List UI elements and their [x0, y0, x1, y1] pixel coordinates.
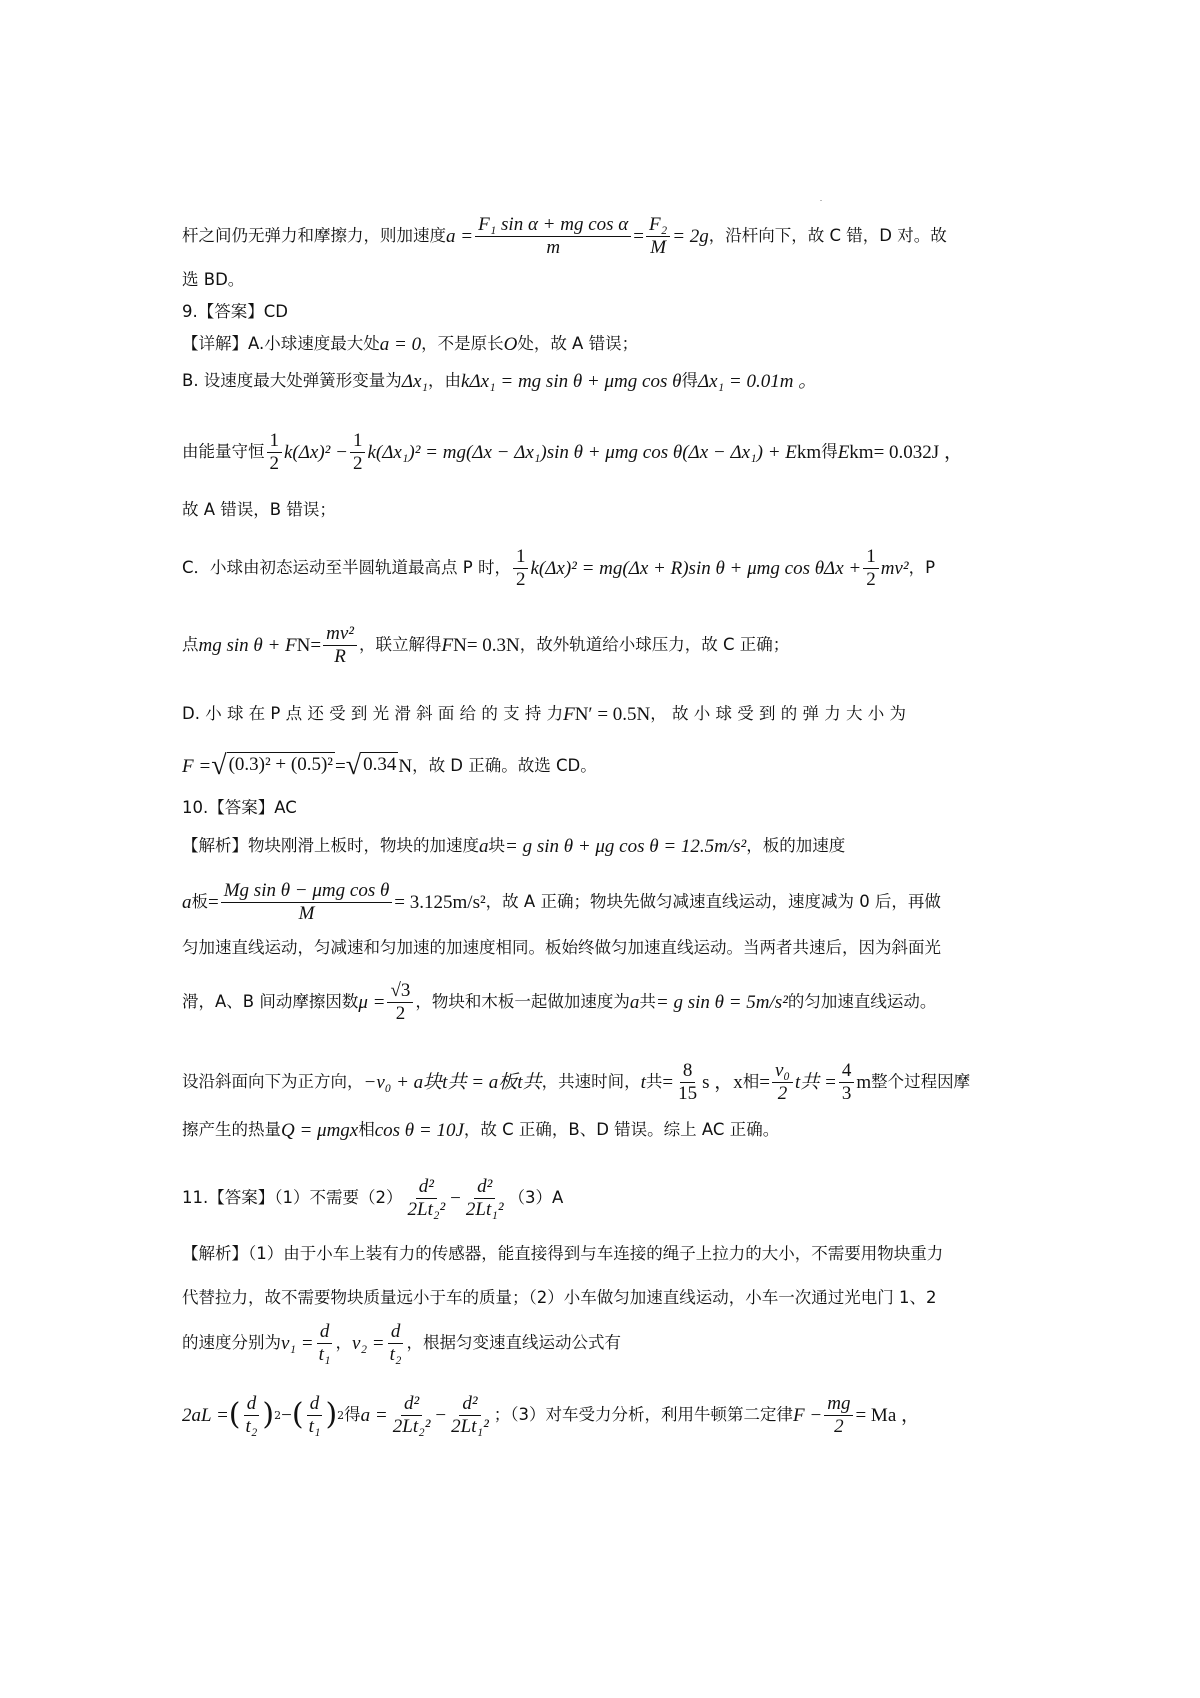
math: a = 0: [379, 333, 422, 355]
math: = 3.125m/s²: [394, 891, 486, 913]
math: = 2g: [672, 225, 709, 247]
numerator: 8: [680, 1060, 696, 1083]
math: −v₀ + a块t共 = a板t共: [363, 1071, 542, 1093]
subscript: N: [296, 634, 311, 656]
text: ，物块和木板一起做加速度为: [415, 991, 630, 1011]
math: = g sin θ + μg cos θ = 12.5m/s²: [505, 835, 747, 857]
math: =: [310, 634, 322, 656]
math: −: [450, 1187, 461, 1209]
fraction: [306, 1393, 324, 1438]
text: 代替拉力，故不需要物块质量远小于车的质量；（2）小车做匀加速直线运动，小车一次通过光电门 1、2: [182, 1287, 937, 1307]
text-line: [182, 300, 1024, 324]
text: D. 小 球 在 P 点 还 受 到 光 滑 斜 面 给 的 支 持 力: [182, 703, 564, 723]
math: x: [733, 1071, 743, 1093]
text-line: [182, 538, 1024, 598]
text: 得: [821, 441, 838, 461]
denominator: t₁: [318, 1343, 331, 1365]
text: 的速度分别为: [182, 1332, 281, 1352]
text: 选 BD。: [182, 269, 245, 289]
text-line: [182, 698, 1024, 730]
math: kΔx₁ = mg sin θ + μmg cos θ: [461, 370, 682, 392]
math: t: [640, 1071, 646, 1093]
math: a =: [360, 1404, 388, 1426]
text: 【解析】物块刚滑上板时，物块的加速度: [182, 835, 479, 855]
text: 匀加速直线运动，匀减速和匀加速的加速度相同。板始终做匀加速直线运动。当两者共速后，因为斜面光: [182, 937, 941, 957]
text: ， 故 小 球 受 到 的 弹 力 大 小 为: [650, 703, 906, 723]
denominator: 2Lt₂²: [407, 1198, 446, 1220]
text: 【解析】（1）由于小车上装有力的传感器，能直接得到与车连接的绳子上拉力的大小，不需要用物块重力: [182, 1243, 944, 1263]
subscript: N: [574, 703, 589, 725]
numerator: F₁ sin α + mg cos α: [475, 214, 631, 237]
text: ，沿杆向下，故 C 错，D 对。故: [708, 225, 947, 245]
math: =: [759, 1071, 770, 1093]
subscript: 共: [645, 1071, 663, 1091]
fraction: [387, 980, 413, 1025]
math: v₂ =: [352, 1332, 385, 1354]
fraction: [772, 1060, 793, 1105]
numerator: √3: [387, 980, 413, 1003]
math: = 0.032J ，: [873, 441, 963, 463]
denominator: M: [650, 236, 667, 258]
fraction: [863, 546, 879, 591]
text-line: [182, 1318, 1024, 1368]
numerator: Mg sin θ − μmg cos θ: [221, 880, 393, 903]
scan-speck: [820, 200, 822, 201]
text-line: [182, 330, 1024, 358]
paren: ): [325, 1397, 338, 1432]
radicand: 0.34: [361, 752, 398, 780]
math: F: [441, 634, 454, 656]
text: ，故 D 正确。故选 CD。: [412, 755, 597, 775]
subscript: km: [796, 441, 822, 463]
subscript: 块: [488, 835, 505, 855]
denominator: R: [334, 645, 346, 667]
fraction: [390, 1393, 434, 1438]
fraction: [513, 546, 529, 591]
math: N: [398, 755, 413, 777]
denominator: M: [298, 902, 315, 924]
numerator: d: [307, 1393, 323, 1416]
math: = Ma ，: [855, 1404, 920, 1426]
math: Q = μmgx: [281, 1119, 359, 1141]
text: 的匀加速直线运动。: [787, 991, 937, 1011]
text-line: [182, 1242, 1024, 1266]
text: 杆之间仍无弹力和摩擦力，则加速度: [182, 225, 446, 245]
text-line: 2aL = ( $\frac{d}{\text{t₂}}$ ) 2 − ( $\frac{d}{\text{t₁}}$ ) 2 得 a = $\frac{\text{d²}}{\text{2Lt₂²}}$ − $\frac{\text{d²}}{\text{2Lt₁²}}$ ；（3）对车受力分析，利用牛顿第二定律 F − $\frac{mg}{2}$ = Ma ，: [182, 1392, 920, 1437]
fraction: [463, 1176, 507, 1221]
square-root: [346, 752, 399, 780]
denominator: 2: [395, 1002, 406, 1024]
text: 【详解】A.小球速度最大处: [182, 333, 380, 353]
text: ，故 C 正确，B、D 错误。综上 AC 正确。: [463, 1119, 780, 1139]
text-line: [182, 366, 1024, 396]
fraction: [839, 1060, 855, 1105]
fraction: [405, 1176, 449, 1221]
text: ，联立解得: [358, 634, 442, 654]
math: =: [334, 755, 346, 777]
text: ，故外轨道给小球压力，故 C 正确；: [519, 634, 790, 654]
math: m: [856, 1071, 872, 1093]
math: k(Δx)² −: [284, 441, 348, 463]
text: 整个过程因摩: [871, 1071, 971, 1091]
math: −: [281, 1404, 292, 1426]
denominator: 2: [269, 452, 279, 474]
math: a =: [446, 225, 474, 247]
math: Δx₁: [401, 370, 429, 392]
text: 11.【答案】（1）不需要（2）: [182, 1187, 403, 1207]
text-line: [182, 1052, 1024, 1112]
denominator: 2Lt₁²: [451, 1415, 489, 1437]
math: O: [503, 333, 518, 355]
numerator: 1: [863, 546, 879, 569]
numerator: mg: [824, 1393, 853, 1416]
denominator: 2: [352, 452, 363, 474]
denominator: 2: [777, 1082, 788, 1104]
numerator: d²: [416, 1176, 437, 1199]
math: k(Δx)² = mg(Δx + R)sin θ + μmg cos θΔx +: [530, 557, 862, 579]
numerator: d: [317, 1321, 333, 1344]
numerator: d: [244, 1393, 260, 1416]
fraction: [221, 880, 393, 925]
subscript: 共: [639, 991, 656, 1011]
text: ，共速时间，: [541, 1071, 641, 1091]
numerator: 4: [839, 1060, 855, 1083]
math: ′ = 0.5N: [588, 703, 651, 725]
text-line: [182, 872, 1024, 932]
math: =: [208, 891, 219, 913]
numerator: mv²: [323, 623, 357, 646]
numerator: 1: [350, 430, 366, 453]
math: = 0.3N: [466, 634, 520, 656]
paren: ): [262, 1397, 275, 1432]
text: ，不是原长: [421, 333, 504, 353]
fraction: [675, 1060, 700, 1105]
subscript: 板: [191, 891, 208, 911]
text: 10.【答案】AC: [182, 797, 297, 817]
fraction: [475, 214, 631, 259]
text: B. 设速度最大处弹簧形变量为: [182, 370, 402, 390]
math: =: [662, 1071, 674, 1093]
math: F: [563, 703, 575, 725]
text-line: [182, 206, 1024, 266]
math: a: [182, 891, 192, 913]
text-line: [182, 796, 1024, 820]
text: ，: [335, 1332, 353, 1352]
math: cos θ = 10J: [374, 1119, 464, 1141]
text: 得: [344, 1404, 361, 1424]
paren: (: [228, 1397, 241, 1432]
fraction: [387, 1321, 405, 1366]
fraction: [316, 1321, 334, 1366]
square-root: [211, 752, 335, 780]
denominator: t₂: [389, 1343, 402, 1365]
radical-icon: √: [345, 750, 362, 781]
denominator: 2: [515, 568, 526, 590]
text: ，故 A 正确；物块先做匀减速直线运动，速度减为 0 后，再做: [485, 891, 941, 911]
text-line: [182, 615, 1024, 675]
math: E: [837, 441, 850, 463]
math: =: [633, 225, 644, 247]
text: 得: [681, 370, 698, 390]
fraction: [323, 623, 357, 668]
text-line: [182, 972, 1024, 1032]
fraction: [646, 214, 670, 259]
radicand: (0.3)² + (0.5)²: [227, 752, 335, 780]
text: 擦产生的热量: [182, 1119, 281, 1139]
numerator: d²: [474, 1176, 495, 1199]
subscript: km: [849, 441, 874, 463]
math: 2aL =: [182, 1404, 229, 1426]
text-line: [182, 1114, 1024, 1146]
numerator: 1: [267, 430, 283, 453]
math: μ =: [358, 991, 386, 1013]
text: 点: [182, 634, 199, 654]
denominator: 2: [866, 568, 876, 590]
math: s ，: [702, 1071, 734, 1093]
denominator: 2Lt₂²: [392, 1415, 431, 1437]
math: a: [479, 835, 489, 857]
numerator: d: [388, 1321, 404, 1344]
denominator: m: [546, 236, 561, 258]
text: C．小球由初态运动至半圆轨道最高点 P 时，: [182, 557, 511, 577]
text: ，板的加速度: [746, 835, 846, 855]
fraction: [824, 1393, 853, 1438]
fraction: [267, 430, 283, 475]
text-line: [182, 830, 1024, 862]
text: （3）A: [508, 1187, 564, 1207]
text-line: [182, 936, 1024, 960]
math: t共 =: [794, 1071, 837, 1093]
math: v₁ =: [281, 1332, 314, 1354]
text-line: [182, 268, 1024, 292]
text-line: [182, 1168, 1024, 1228]
numerator: v₀: [772, 1060, 793, 1083]
math: a: [629, 991, 640, 1013]
math: mg sin θ + F: [198, 634, 297, 656]
text: 由能量守恒: [182, 441, 265, 461]
denominator: t₁: [308, 1415, 321, 1437]
numerator: d²: [401, 1393, 422, 1416]
numerator: d²: [459, 1393, 480, 1416]
text-line: [182, 1286, 1024, 1310]
denominator: 2Lt₁²: [465, 1198, 504, 1220]
math: mv²: [880, 557, 909, 579]
math: F −: [793, 1404, 823, 1426]
text: 9.【答案】CD: [182, 301, 288, 321]
numerator: 1: [513, 546, 529, 569]
math: k(Δx₁)² = mg(Δx − Δx₁)sin θ + μmg cos θ(Δx − Δx₁) + E: [367, 441, 797, 463]
numerator: F₂: [646, 214, 670, 237]
fraction: [350, 430, 366, 475]
math: F =: [182, 755, 212, 777]
subscript: 相: [358, 1119, 375, 1139]
text-line: [182, 422, 1024, 482]
text: 处，故 A 错误；: [517, 333, 639, 353]
denominator: 3: [841, 1082, 852, 1104]
math: Δx₁ = 0.01m 。: [697, 370, 818, 392]
text-line: [182, 746, 1024, 786]
text: ，由: [428, 370, 462, 390]
text: ，根据匀变速直线运动公式有: [406, 1332, 622, 1352]
text: 故 A 错误，B 错误；: [182, 499, 336, 519]
text: 设沿斜面向下为正方向，: [182, 1071, 364, 1091]
fraction: [243, 1393, 261, 1438]
radical-icon: √: [211, 750, 227, 781]
subscript: 相: [742, 1071, 760, 1091]
text: ；（3）对车受力分析，利用牛顿第二定律: [493, 1404, 794, 1424]
subscript: N: [453, 634, 467, 656]
fraction: [448, 1393, 492, 1438]
text: 滑，A、B 间动摩擦因数: [182, 991, 359, 1011]
text-line: [182, 498, 1024, 522]
denominator: t₂: [245, 1415, 258, 1437]
denominator: 2: [834, 1415, 844, 1437]
denominator: 15: [678, 1082, 698, 1104]
math: −: [435, 1404, 447, 1426]
text: ，P: [908, 557, 936, 577]
paren: (: [291, 1397, 304, 1432]
math: = g sin θ = 5m/s²: [655, 991, 788, 1013]
